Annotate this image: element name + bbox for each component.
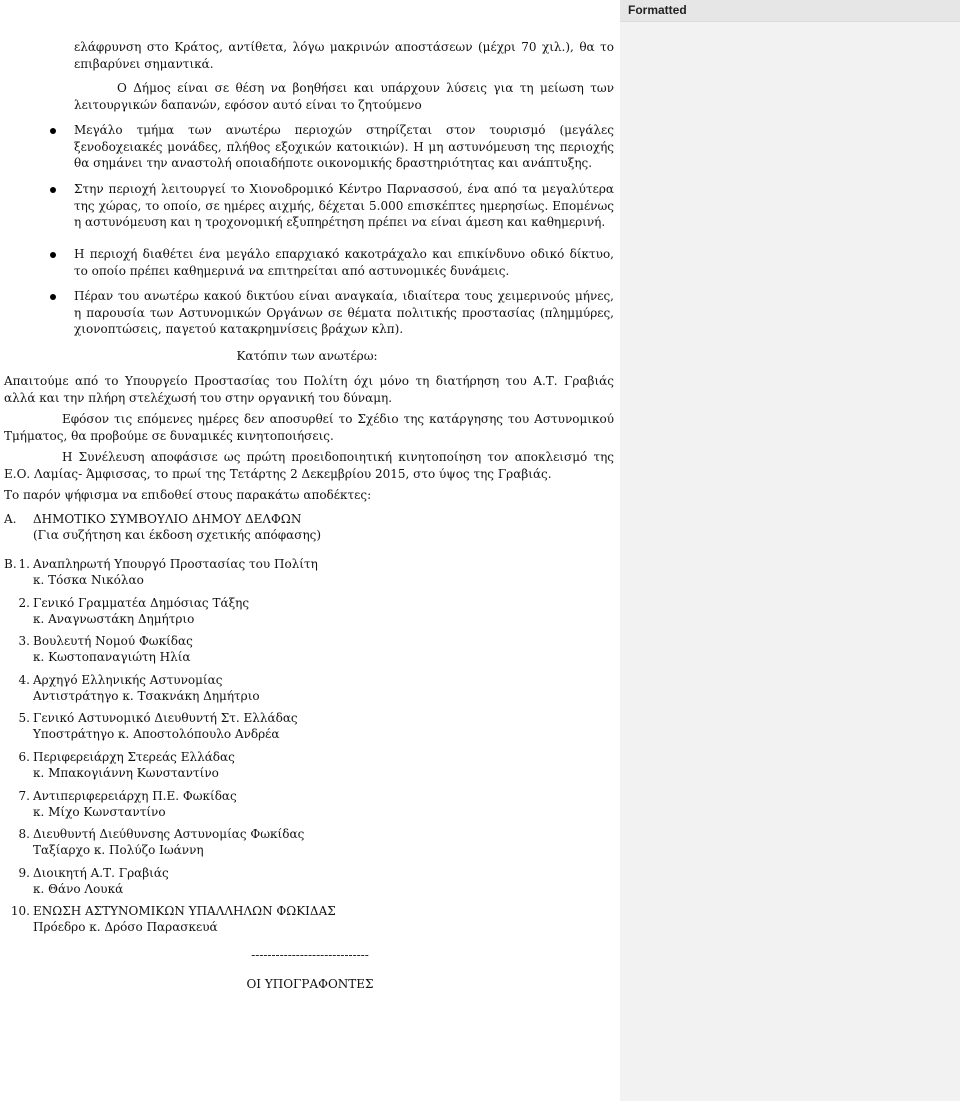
heading-after: Κατόπιν των ανωτέρω: (236, 349, 378, 363)
paragraph-mobilization: Εφόσον τις επόμενες ημέρες δεν αποσυρθεί το Σχέδιο της κατάργησης του Αστυνομικού Τμήματος, θα προβούμε σε δυναμικές κινητοποιήσεις. (4, 412, 614, 443)
recipient-number: 5. (18, 711, 30, 725)
paragraph-municipality: Ο Δήμος είναι σε θέση να βοηθήσει και υπάρχουν λύσεις για τη μείωση των λειτουργικών δαπανών, εφόσον αυτό είναι το ζητούμενο (74, 81, 614, 112)
bullet-item: Η περιοχή διαθέτει ένα μεγάλο επαρχιακό κακοτράχαλο και επικίνδυνο οδικό δίκτυο, το οποίο πρέπει καθημερινά να επιτηρείται από αστυνομικές δυνάμεις. (74, 247, 614, 278)
recipient-number: 3. (18, 634, 30, 648)
recipient-a-line2: (Για συζήτηση και έκδοση σχετικής απόφασης) (33, 528, 322, 542)
recipient-a-label: Α. (4, 512, 17, 526)
recipient-title: Αντιπεριφερειάρχη Π.Ε. Φωκίδας (33, 789, 237, 803)
recipient-name: Πρόεδρο κ. Δρόσο Παρασκευά (33, 920, 218, 934)
recipient-number: 2. (18, 596, 30, 610)
paragraph-demand: Απαιτούμε από το Υπουργείο Προστασίας του Πολίτη όχι μόνο τη διατήρηση του Α.Τ. Γραβιάς αλλά και την πλήρη στελέχωσή του στην οργανική του δύναμη. (4, 374, 614, 405)
recipient-title: ΕΝΩΣΗ ΑΣΤΥΝΟΜΙΚΩΝ ΥΠΑΛΛΗΛΩΝ ΦΩΚΙΔΑΣ (33, 904, 336, 918)
recipient-title: Αρχηγό Ελληνικής Αστυνομίας (33, 673, 223, 687)
bullet-marker (50, 252, 56, 258)
bullet-item: Στην περιοχή λειτουργεί το Χιονοδρομικό Κέντρο Παρνασσού, ένα από τα μεγαλύτερα της χώρας, το οποίο, σε ημέρες αιχμής, δέχεται 5.000 επισκέπτες ημερησίως. Επομένως η αστυνόμευση και η τροχονομική εξυπηρέτηση πρέπει να είναι άμεση και καθημερινή. (74, 182, 614, 229)
comment-pane (620, 0, 960, 1101)
recipient-title: Γενικό Γραμματέα Δημόσιας Τάξης (33, 596, 250, 610)
recipient-title: Γενικό Αστυνομικό Διευθυντή Στ. Ελλάδας (33, 711, 298, 725)
recipient-title: Βουλευτή Νομού Φωκίδας (33, 634, 193, 648)
recipient-name: κ. Τόσκα Νικόλαο (33, 573, 144, 587)
bullet-marker (50, 187, 56, 193)
bullet-item: Μεγάλο τμήμα των ανωτέρω περιοχών στηρίζεται στον τουρισμό (μεγάλες ξενοδοχειακές μονάδες, πλήθος εξοχικών κατοικιών). Η μη αστυνόμευση της περιοχής θα σημάνει την αναστολή οποιαδήποτε οικονομικής δραστηριότητας και ανάπτυξης. (74, 123, 614, 170)
recipient-number: 6. (18, 750, 30, 764)
recipient-number: 4. (18, 673, 30, 687)
recipient-name: Ταξίαρχο κ. Πολύζο Ιωάννη (33, 843, 204, 857)
bullet-marker (50, 294, 56, 300)
recipient-a-line1: ΔΗΜΟΤΙΚΟ ΣΥΜΒΟΥΛΙΟ ΔΗΜΟΥ ΔΕΛΦΩΝ (33, 512, 302, 526)
recipient-name: Αντιστράτηγο κ. Τσακνάκη Δημήτριο (33, 689, 260, 703)
signature-line: ----------------------------- (251, 948, 369, 962)
comment-pane-title: Formatted (620, 0, 960, 22)
recipient-title: Διευθυντή Διεύθυνσης Αστυνομίας Φωκίδας (33, 827, 305, 841)
recipient-title: Αναπληρωτή Υπουργό Προστασίας του Πολίτη (33, 557, 318, 571)
recipient-title: Περιφερειάρχη Στερεάς Ελλάδας (33, 750, 235, 764)
recipient-number: 7. (18, 789, 30, 803)
recipient-number: 8. (18, 827, 30, 841)
paragraph-assembly: Η Συνέλευση αποφάσισε ως πρώτη προειδοποιητική κινητοποίηση τον αποκλεισμό της Ε.Ο. Λαμίας- Άμφισσας, το πρωί της Τετάρτης 2 Δεκεμβρίου 2015, στο ύψος της Γραβιάς. (4, 450, 614, 481)
recipient-name: Υποστράτηγο κ. Αποστολόπουλο Ανδρέα (33, 727, 280, 741)
bullet-marker (50, 128, 56, 134)
recipient-name: κ. Μίχο Κωνσταντίνο (33, 805, 166, 819)
recipient-name: κ. Μπακογιάννη Κωνσταντίνο (33, 766, 219, 780)
recipient-title: Διοικητή Α.Τ. Γραβιάς (33, 866, 169, 880)
recipient-name: κ. Κωστοπαναγιώτη Ηλία (33, 650, 191, 664)
recipient-number: 1. (18, 557, 30, 571)
bullet-item: Πέραν του ανωτέρω κακού δικτύου είναι αναγκαία, ιδιαίτερα τους χειμερινούς μήνες, η παρουσία των Αστυνομικών Οργάνων σε θέματα πολιτικής προστασίας (πλημμύρες, χιονοπτώσεις, παγετού κατακρημνίσεις βράχων κλπ). (74, 289, 614, 336)
paragraph-recipients-intro: Το παρόν ψήφισμα να επιδοθεί στους παρακάτω αποδέκτες: (4, 488, 372, 502)
recipient-b-label: Β. (4, 557, 17, 571)
signatories: ΟΙ ΥΠΟΓΡΑΦΟΝΤΕΣ (246, 977, 374, 991)
recipient-name: κ. Θάνο Λουκά (33, 882, 124, 896)
paragraph-intro: ελάφρυνση στο Κράτος, αντίθετα, λόγω μακρινών αποστάσεων (μέχρι 70 χιλ.), θα το επιβαρύνει σημαντικά. (74, 40, 614, 71)
recipient-number: 10. (10, 904, 30, 918)
recipient-number: 9. (18, 866, 30, 880)
recipient-name: κ. Αναγνωστάκη Δημήτριο (33, 612, 195, 626)
